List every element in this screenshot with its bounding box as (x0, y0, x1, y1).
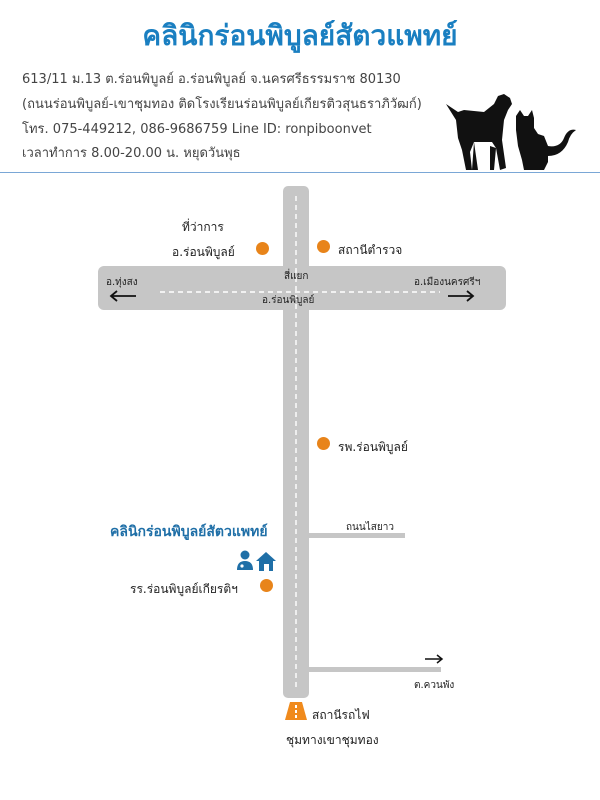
school-marker (260, 579, 273, 592)
clinic-icon-group (236, 550, 278, 572)
road-sai-yao-label: ถนนไสยาว (346, 522, 394, 533)
khuan-phang-label: ต.ควนพัง (414, 680, 455, 691)
train-station-label-2: ชุมทางเขาชุมทอง (286, 733, 379, 747)
west-destination-label: อ.ทุ่งสง (106, 277, 138, 288)
police-station-marker (317, 240, 330, 253)
district-office-marker (256, 242, 269, 255)
phone-line: โทร. 075-449212, 086-9686759 Line ID: ronpiboonvet (22, 122, 372, 137)
school-label: รร.ร่อนพิบูลย์เกียรติฯ (130, 582, 238, 596)
intersection-label-1: สี่แยก (284, 271, 309, 282)
district-office-label-1: ที่ว่าการ (182, 220, 224, 234)
arrow-right-icon (446, 289, 476, 303)
arrow-right-icon (424, 653, 444, 665)
hours-line: เวลาทำการ 8.00-20.00 น. หยุดวันพุธ (22, 146, 241, 161)
address-line-2: (ถนนร่อนพิบูลย์-เขาชุมทอง ติดโรงเรียนร่อนพิบูลย์เกียรติวสุนธราภิวัฒก์) (22, 97, 422, 112)
vet-icon (237, 551, 253, 571)
arrow-left-icon (108, 289, 138, 303)
train-station-icon (285, 702, 307, 720)
east-destination-label: อ.เมืองนครศรีฯ (414, 277, 481, 288)
intersection-label-2: อ.ร่อนพิบูลย์ (262, 295, 315, 306)
address-line-1: 613/11 ม.13 ต.ร่อนพิบูลย์ อ.ร่อนพิบูลย์ จ.นครศรีธรรมราช 80130 (22, 72, 401, 87)
hospital-label: รพ.ร่อนพิบูลย์ (338, 440, 408, 454)
hospital-marker (317, 437, 330, 450)
district-office-label-2: อ.ร่อนพิบูลย์ (172, 245, 235, 259)
train-station-label-1: สถานีรถไฟ (312, 708, 370, 722)
clinic-name-label: คลินิกร่อนพิบูลย์สัตวแพทย์ (110, 524, 268, 540)
house-icon (256, 552, 276, 571)
page-title: คลินิกร่อนพิบูลย์สัตวแพทย์ (142, 19, 458, 52)
police-station-label: สถานีตำรวจ (338, 243, 403, 257)
